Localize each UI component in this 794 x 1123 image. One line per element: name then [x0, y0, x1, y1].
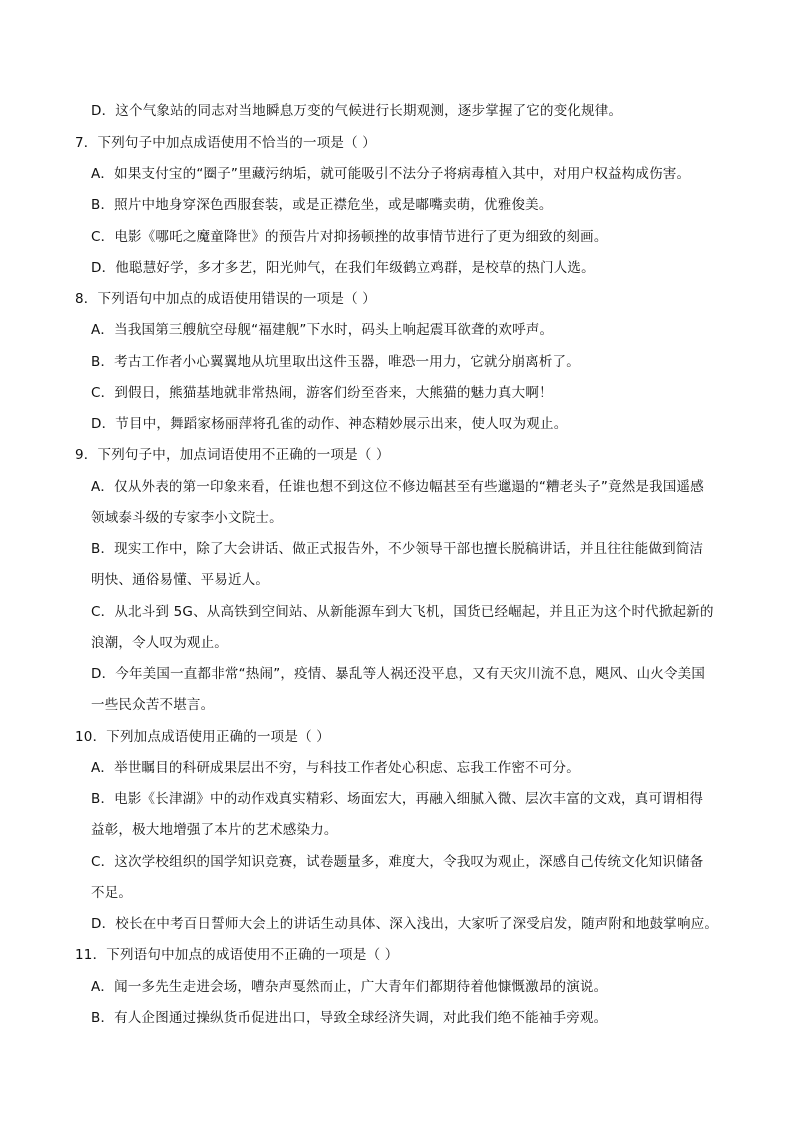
option-11a: A．闻一多先生走进会场，嘈杂声戛然而止，广大青年们都期待着他慷慨激昂的演说。 — [91, 979, 608, 995]
question-9: 9．下列句子中，加点词语使用不正确的一项是（ ） — [75, 447, 390, 463]
option-7a: A．如果支付宝的“圈子”里藏污纳垢，就可能吸引不法分子将病毒植入其中，对用户权益构成伤害。 — [91, 166, 691, 182]
option-11b: B．有人企图通过操纵货币促进出口，导致全球经济失调，对此我们绝不能袖手旁观。 — [91, 1010, 608, 1026]
option-10b: B．电影《长津湖》中的动作戏真实精彩、场面宏大，再融入细腻入微、层次丰富的文戏，真可谓相得 — [91, 791, 704, 807]
option-7d: D．他聪慧好学，多才多艺，阳光帅气，在我们年级鹤立鸡群，是校草的热门人选。 — [91, 260, 595, 276]
option-7b: B．照片中地身穿深色西服套装，或是正襟危坐，或是嘟嘴卖萌，优雅俊美。 — [91, 197, 553, 213]
question-10: 10．下列加点成语使用正确的一项是（ ） — [75, 729, 330, 745]
option-9a-continued: 领域泰斗级的专家李小文院士。 — [91, 510, 283, 526]
option-10a: A．举世瞩目的科研成果层出不穷，与科技工作者处心积虑、忘我工作密不可分。 — [91, 760, 580, 776]
option-8a: A．当我国第三艘航空母舰“福建舰”下水时，码头上响起震耳欲聋的欢呼声。 — [91, 322, 554, 338]
option-9b: B．现实工作中，除了大会讲话、做正式报告外，不少领导干部也擅长脱稿讲话，并且往往能做到简洁 — [91, 541, 704, 557]
option-10c: C．这次学校组织的国学知识竞赛，试卷题量多，难度大，令我叹为观止，深感自己传统文化知识储备 — [91, 854, 704, 870]
option-9d: D．今年美国一直都非常“热闹”，疫情、暴乱等人祸还没平息，又有天灾川流不息，飓风、山火令美国 — [91, 666, 706, 682]
option-10b-continued: 益彰，极大地增强了本片的艺术感染力。 — [91, 822, 338, 838]
option-10c-continued: 不足。 — [91, 885, 133, 901]
option-9c-continued: 浪潮，令人叹为观止。 — [91, 635, 228, 651]
option-8c: C．到假日，熊猫基地就非常热闹，游客们纷至沓来，大熊猫的魅力真大啊！ — [91, 385, 553, 401]
option-7c: C．电影《哪吒之魔童降世》的预告片对抑扬顿挫的故事情节进行了更为细致的刻画。 — [91, 229, 608, 245]
option-10d: D．校长在中考百日誓师大会上的讲话生动具体、深入浅出，大家听了深受启发，随声附和地鼓掌响应。 — [91, 916, 719, 932]
option-9a: A．仅从外表的第一印象来看，任谁也想不到这位不修边幅甚至有些邋遢的“糟老头子”竟然是我国遥感 — [91, 479, 704, 495]
question-8: 8．下列语句中加点的成语使用错误的一项是（ ） — [75, 291, 376, 307]
option-9b-continued: 明快、通俗易懂、平易近人。 — [91, 572, 270, 588]
option-8d: D．节目中，舞蹈家杨丽萍将孔雀的动作、神态精妙展示出来，使人叹为观止。 — [91, 416, 568, 432]
question-7: 7．下列句子中加点成语使用不恰当的一项是（ ） — [75, 135, 376, 151]
option-8b: B．考古工作者小心翼翼地从坑里取出这件玉器，唯恐一用力，它就分崩离析了。 — [91, 354, 580, 370]
option-9d-continued: 一些民众苦不堪言。 — [91, 697, 215, 713]
option-9c: C．从北斗到 5G、从高铁到空间站、从新能源车到大飞机，国货已经崛起，并且正为这个时代掀起新的 — [91, 604, 714, 620]
question-11: 11．下列语句中加点的成语使用不正确的一项是（ ） — [75, 947, 399, 963]
option-6d: D．这个气象站的同志对当地瞬息万变的气候进行长期观测，逐步掌握了它的变化规律。 — [91, 103, 623, 119]
